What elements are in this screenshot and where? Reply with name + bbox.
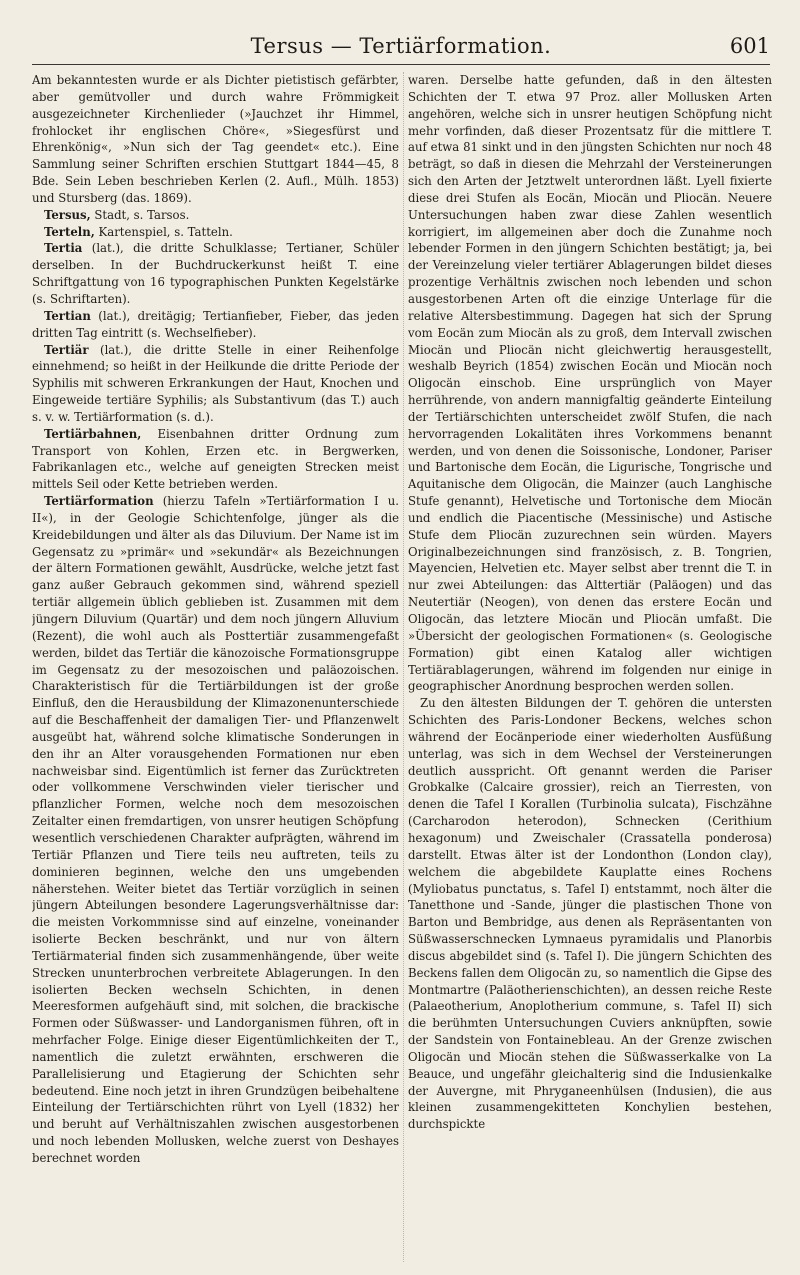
running-title: Tersus — Tertiärformation. [250, 34, 552, 58]
headword: Tersus, [44, 207, 91, 222]
entry-tertiaerformation [32, 493, 399, 1167]
entry-tersus [32, 207, 399, 224]
entry-text: Stadt, s. Tarsos. [90, 207, 190, 222]
headword: Tertiär [44, 342, 89, 357]
paragraph: Zu den ältesten Bildungen der T. gehören die untersten Schichten des Paris-Londoner Beckens, welches schon während der Eocänperiode einer wiederholten Ausfüßung unterlag, was sich in dem Wechsel der Versteinerungen deutlich ausspricht. Oft genannt werden die Pariser Grobkalke (Calcaire grossier), reich an Tierresten, von denen die Tafel I Korallen (Turbinolia sulcata), Fischzähne (Carcharodon heterodon), Schnecken (Cerithium hexagonum) und Zweischaler (Crassatella ponderosa) darstellt. Etwas älter ist der Londonthon (London clay), welchem die abgebildete Kauplatte eines Rochens (Myliobatus punctatus, s. Tafel I) entstammt, noch älter die Tanetthone und -Sande, jünger die plastischen Thone von Barton und Bembridge, aus denen als Repräsentanten von Süßwasserschnecken Lymnaeus pyramidalis und Planorbis discus abgebildet sind (s. Tafel I). Die jüngern Schichten des Beckens fallen dem Oligocän zu, so namentlich die Gipse des Montmartre (Paläotherienschichten), an dessen reiche Reste (Palaeotherium, Anoplotherium commune, s. Tafel II) sich die berühmten Untersuchungen Cuviers anknüpften, sowie der Sandstein von Fontainebleau. An der Grenze zwischen Oligocän und Miocän stehen die Süßwasserkalke von La Beauce, und ungefähr gleichalterig sind die Indusienkalke der Auvergne, mit Phryganeenhülsen (Indusien), die aus kleinen zusammengekitteten Konchylien bestehen, durchspickte [408, 696, 772, 1132]
entry-tertian [32, 308, 399, 342]
entry-text: (lat.), die dritte Stelle in einer Reihenfolge einnehmend; so heißt in der Heilkunde die dritte Periode der Syphilis mit schweren Erkrankungen der Haut, Knochen und Eingeweide tertiäre Syphilis; als Substantivum (das T.) auch s. v. w. Tertiärformation (s. d.). [32, 342, 399, 424]
continued-paragraph: Am bekanntesten wurde er als Dichter pietistisch gefärbter, aber gemütvoller und durch wahre Frömmigkeit ausgezeichneter Kirchenlieder (»Jauchzet ihr Himmel, frohlocket ihr englischen Chöre«, »Siegesfürst und Ehrenkönig«, »Nun sich der Tag geendet« etc.). Eine Sammlung seiner Schriften erschien Stuttgart 1844—45, 8 Bde. Sein Leben beschrieben Kerlen (2. Aufl., Mülh. 1853) und Stursberg (das. 1869). [32, 73, 399, 205]
headword: Tertian [44, 308, 91, 323]
headword: Tertia [44, 241, 83, 256]
entry-terteln [32, 224, 399, 241]
running-header [32, 32, 770, 62]
left-column [32, 72, 399, 1267]
right-column [408, 72, 772, 1267]
column-divider [403, 72, 404, 1262]
entry-text: Eisenbahnen dritter Ordnung zum Transport von Kohlen, Erzen etc. in Bergwerken, Fabrikanlagen etc., welche auf geneigten Strecken meist mittels Seil oder Kette betrieben werden. [32, 426, 399, 492]
entry-tertiaerbahnen [32, 426, 399, 493]
entry-text: (hierzu Tafeln »Tertiärformation I u. II«), in der Geologie Schichtenfolge, jünger als die Kreidebildungen und älter als das Diluvium. Der Name ist im Gegensatz zu »primär« und »sekundär« als Bezeichnungen der ältern Formationen gewählt, Ausdrücke, welche jetzt fast ganz außer Gebrauch gekommen sind, während speziell tertiär allgemein üblich geblieben ist. Zusammen mit dem jüngern Diluvium (Quartär) und dem noch jüngern Alluvium (Rezent), die wohl auch als Posttertiär zusammengefaßt werden, bildet das Tertiär die känozoische Formationsgruppe im Gegensatz zu der mesozoischen und paläozoischen. Charakteristisch für die Tertiärbildungen ist der große Einfluß, den die Herausbildung der Klimazonenunterschiede auf die Beschaffenheit der damaligen Tier- und Pflanzenwelt ausgeübt hat, während solche klimatische Sonderungen in den ihr an Alter vorausgehenden Formationen nur eben nachweisbar sind. Eigentümlich ist ferner das Zurücktreten oder vollkommene Verschwinden vieler tierischer und pflanzlicher Formen, welche noch dem mesozoischen Zeitalter einen fremdartigen, von unsrer heutigen Schöpfung wesentlich verschiedenen Charakter aufprägten, während im Tertiär Pflanzen und Tiere teils neu auftreten, teils zu dominieren beginnen, welche den uns umgebenden näherstehen. Weiter bietet das Tertiär vorzüglich in seinen jüngern Abteilungen besondere Lagerungsverhältnisse dar: die meisten Vorkommnisse sind auf einzelne, voneinander isolierte Becken beschränkt, und nur von ältern Tertiärmaterial finden sich zusammenhängende, über weite Strecken ununterbrochen verbreitete Ablagerungen. In den isolierten Becken wechseln Schichten, in denen Meeresformen aufgehäuft sind, mit solchen, die brackische Formen oder Süßwasser- und Landorganismen führen, oft in mehrfacher Folge. Einige dieser Eigentümlichkeiten der T., namentlich die zuletzt erwähnten, erschweren die Parallelisierung und Etagierung der Schichten sehr bedeutend. Eine noch jetzt in ihren Grundzügen beibehaltene Einteilung der Tertiärschichten rührt von Lyell (1832) her und beruht auf Verhältniszahlen zwischen ausgestorbenen und noch lebenden Mollusken, welche zuerst von Deshayes berechnet worden [32, 494, 399, 1165]
headword: Terteln, [44, 224, 95, 239]
headword: Tertiärformation [44, 494, 154, 509]
entry-text: (lat.), die dritte Schulklasse; Tertianer, Schüler derselben. In der Buchdruckerkunst heißt T. eine Schriftgattung von 16 typographischen Punkten Kegelstärke (s. Schriftarten). [32, 241, 399, 306]
header-rule [32, 64, 770, 65]
continued-paragraph: waren. Derselbe hatte gefunden, daß in den ältesten Schichten der T. etwa 97 Proz. aller Mollusken Arten angehören, welche sich in unsrer heutigen Schöpfung nicht mehr vorfinden, daß dieser Prozentsatz für die mittlere T. auf etwa 81 sinkt und in den jüngsten Schichten nur noch 48 beträgt, so daß in diesen die Mehrzahl der Versteinerungen sich den Arten der Jetztwelt unterordnen läßt. Lyell fixierte diese drei Stufen als Eocän, Miocän und Pliocän. Neuere Untersuchungen haben zwar diese Zahlen wesentlich korrigiert, im allgemeinen aber doch die Zunahme noch lebender Formen in den jüngern Schichten bestätigt; ja, bei der Vereinzelung vieler tertiärer Ablagerungen bildet dieses prozentige Verhältnis zwischen noch lebenden und schon ausgestorbenen Arten oft die einzige Unterlage für die relative Altersbestimmung. Dagegen hat sich der Sprung vom Eocän zum Miocän als zu groß, dem Intervall zwischen Miocän und Pliocän nicht gleichwertig herausgestellt, weshalb Beyrich (1854) zwischen Eocän und Miocän noch Oligocän einschob. Eine ursprünglich von Mayer herrührende, von andern mannigfaltig geänderte Einteilung der Tertiärschichten unterscheidet zwölf Stufen, die nach hervorragenden Lokalitäten ihres Vorkommens benannt werden, und von denen die Soissonische, Londoner, Pariser und Bartonische dem Eocän, die Ligurische, Tongrische und Aquitanische dem Oligocän, die Mainzer (auch Langhische Stufe genannt), Helvetische und Tortonische dem Miocän und endlich die Piacentische (Messinische) und Astische Stufe dem Pliocän zuzurechnen sein würden. Mayers Originalbezeichnungen sind französisch, z. B. Tongrien, Mayencien, Helvetien etc. Mayer selbst aber trennt die T. in nur zwei Abteilungen: das Alttertiär (Paläogen) und das Neutertiär (Neogen), von denen das erstere Eocän und Oligocän, das letztere Miocän und Pliocän umfaßt. Die »Übersicht der geologischen Formationen« (s. Geologische Formation) gibt einen Katalog aller wichtigen Tertiärablagerungen, während im folgenden nur einige in geographischer Anordnung besprochen werden sollen. [408, 73, 772, 694]
entry-text: (lat.), dreitägig; Tertianfieber, Fieber, das jeden dritten Tag eintritt (s. Wechselfieber). [32, 308, 399, 340]
entry-tertiaer [32, 342, 399, 426]
entry-tertia [32, 240, 399, 307]
entry-text: Kartenspiel, s. Tatteln. [94, 224, 233, 239]
headword: Tertiärbahnen, [44, 426, 142, 441]
page-number: 601 [729, 34, 770, 58]
